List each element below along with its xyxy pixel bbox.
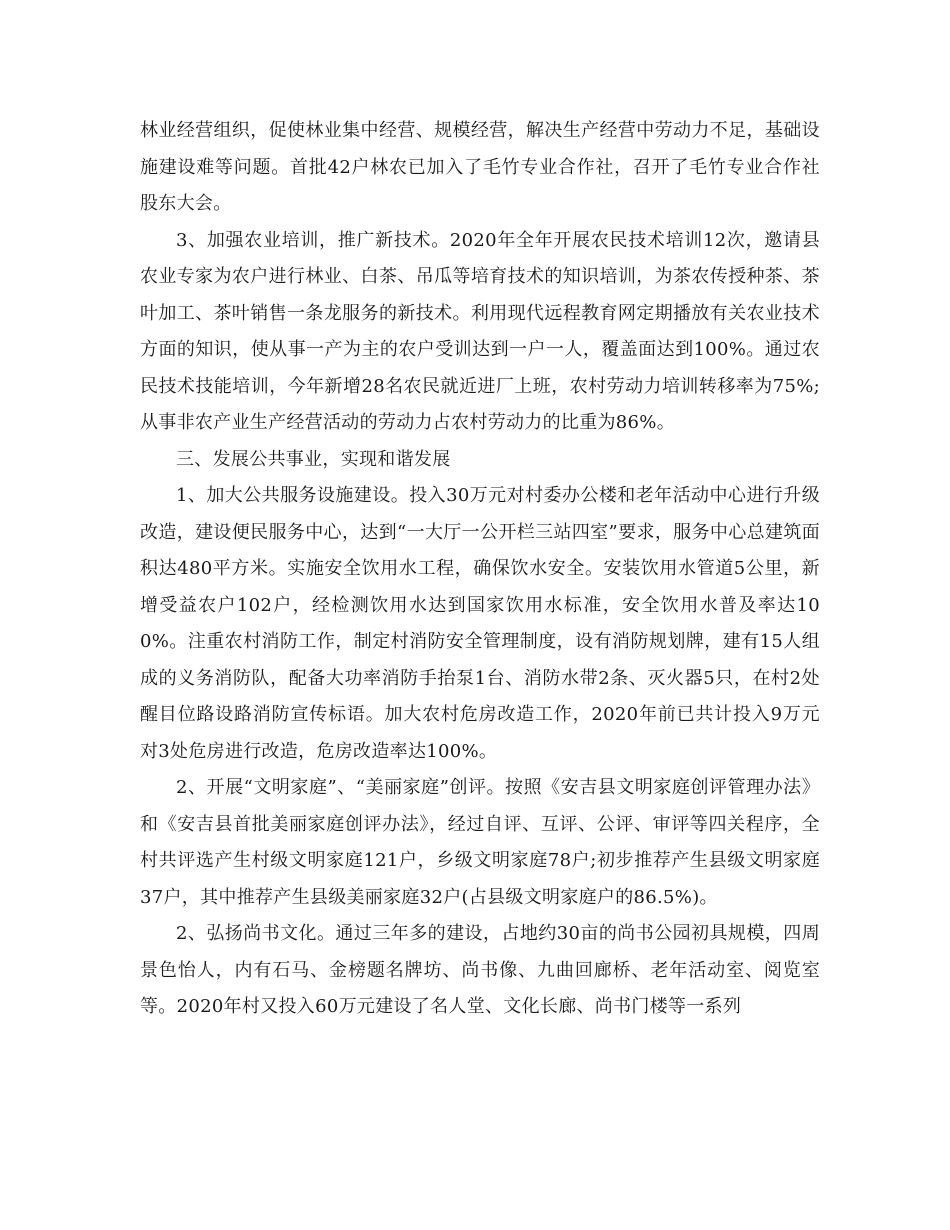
paragraph-agricultural-training: 3、加强农业培训，推广新技术。2020年全年开展农民技术培训12次，邀请县农业专家为农户进行林业、白茶、吊瓜等培育技术的知识培训，为茶农传授种茶、茶叶加工、茶叶销售一条龙服务的新技术。利用现代远程教育网定期播放有关农业技术方面的知识，使从事一产为主的农户受训达到一户一人，覆盖面达到100%。通过农民技术技能培训，今年新增28名农民就近进厂上班，农村劳动力培训转移率为75%;从事非农产业生产经营活动的劳动力占农村劳动力的比重为86%。 <box>140 229 820 433</box>
section-heading-public-affairs: 三、发展公共事业，实现和谐发展 <box>176 448 451 470</box>
paragraph-civilized-families: 2、开展“文明家庭”、“美丽家庭”创评。按照《安吉县文明家庭创评管理办法》和《安吉县首批美丽家庭创评办法》，经过自评、互评、公评、审评等四关程序，全村共评选产生村级文明家庭121户，乡级文明家庭78户;初步推荐产生县级文明家庭37户，其中推荐产生县级美丽家庭32户(占县级文明家庭户的86.5%)。 <box>140 777 820 908</box>
document-body <box>140 113 820 1026</box>
paragraph-shangshu-culture: 2、弘扬尚书文化。通过三年多的建设，占地约30亩的尚书公园初具规模，四周景色怡人，内有石马、金榜题名牌坊、尚书像、九曲回廊桥、老年活动室、阅览室等。2020年村又投入60万元建设了名人堂、文化长廊、尚书门楼等一系列 <box>140 923 820 1017</box>
paragraph-forestry-cooperative: 林业经营组织，促使林业集中经营、规模经营，解决生产经营中劳动力不足，基础设施建设难等问题。首批42户林农已加入了毛竹专业合作社，召开了毛竹专业合作社股东大会。 <box>140 120 820 214</box>
paragraph-public-service-facilities: 1、加大公共服务设施建设。投入30万元对村委办公楼和老年活动中心进行升级改造，建设便民服务中心，达到“一大厅一公开栏三站四室”要求，服务中心总建筑面积达480平方米。实施安全饮用水工程，确保饮水安全。安装饮用水管道5公里，新增受益农户102户，经检测饮用水达到国家饮用水标准，安全饮用水普及率达100%。注重农村消防工作，制定村消防安全管理制度，设有消防规划牌，建有15人组成的义务消防队，配备大功率消防手抬泵1台、消防水带2条、灭火器5只，在村2处醒目位路设路消防宣传标语。加大农村危房改造工作，2020年前已共计投入9万元对3处危房进行改造，危房改造率达100%。 <box>140 485 820 762</box>
